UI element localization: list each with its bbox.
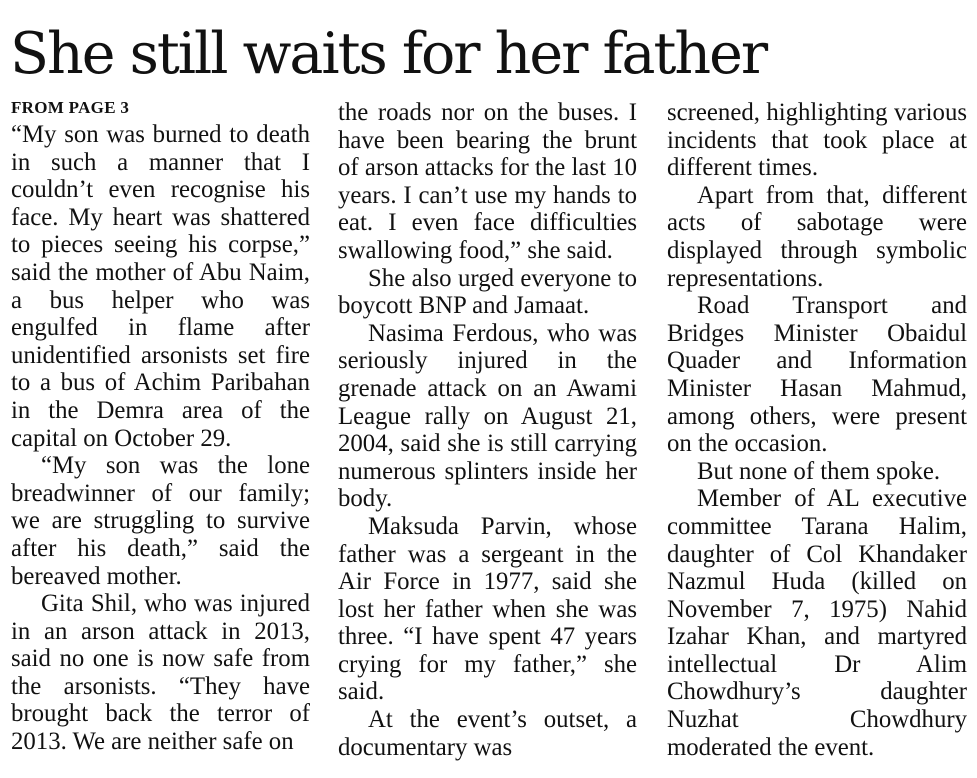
headline: She still waits for her father [10,21,767,87]
paragraph: Gita Shil, who was injured in an arson attack in 2013, said no one is now safe from the arsonists. “They have brought back the terror of 2013. We are neither safe on [11,590,310,756]
paragraph: Member of AL executive committee Tarana Halim, daughter of Col Khandaker Nazmul Huda (killed on November 7, 1975) Nahid Izahar Khan, and martyred intellectual Dr Alim Chowdhury’s daughter Nuzhat Chowdhury moderated the event. [667,485,967,761]
paragraph: Road Transport and Bridges Minister Obaidul Quader and Information Minister Hasan Mahmud, among others, were present on the occasion. [667,292,967,458]
paragraph: But none of them spoke. [697,457,941,485]
continuation-kicker: FROM PAGE 3 [11,98,130,117]
paragraph: Nasima Ferdous, who was seriously injured in the grenade attack on an Awami League rally on August 21, 2004, said she is still carrying numerous splinters inside her body. [338,319,637,513]
paragraph: At the event’s outset, a documentary was [338,706,637,761]
paragraph: She also urged everyone to boycott BNP and Jamaat. [338,264,637,320]
paragraph: “My son was burned to death in such a manner that I couldn’t even recognise his face. My heart was shattered to pieces seeing his corpse,” said the mother of Abu Naim, a bus helper who was engulfed in flame after unidentified arsonists set fire to a bus of Achim Paribahan in the Demra area of the capital on October 29. [11,121,310,452]
article-column-2 [338,99,637,769]
article-column-3 [667,99,967,769]
article-column-1 [11,97,310,767]
paragraph: the roads nor on the buses. I have been bearing the brunt of arson attacks for the last 10 years. I can’t use my hands to eat. I even face difficulties swallowing food,” she said. [338,99,637,264]
paragraph: “My son was the lone breadwinner of our family; we are struggling to survive after his death,” said the bereaved mother. [11,452,310,590]
paragraph: Apart from that, different acts of sabotage were displayed through symbolic representations. [667,181,967,292]
paragraph: screened, highlighting various incidents that took place at different times. [667,99,967,182]
paragraph: Maksuda Parvin, whose father was a sergeant in the Air Force in 1977, said she lost her father when she was three. “I have spent 47 years crying for my father,” she said. [338,512,637,706]
